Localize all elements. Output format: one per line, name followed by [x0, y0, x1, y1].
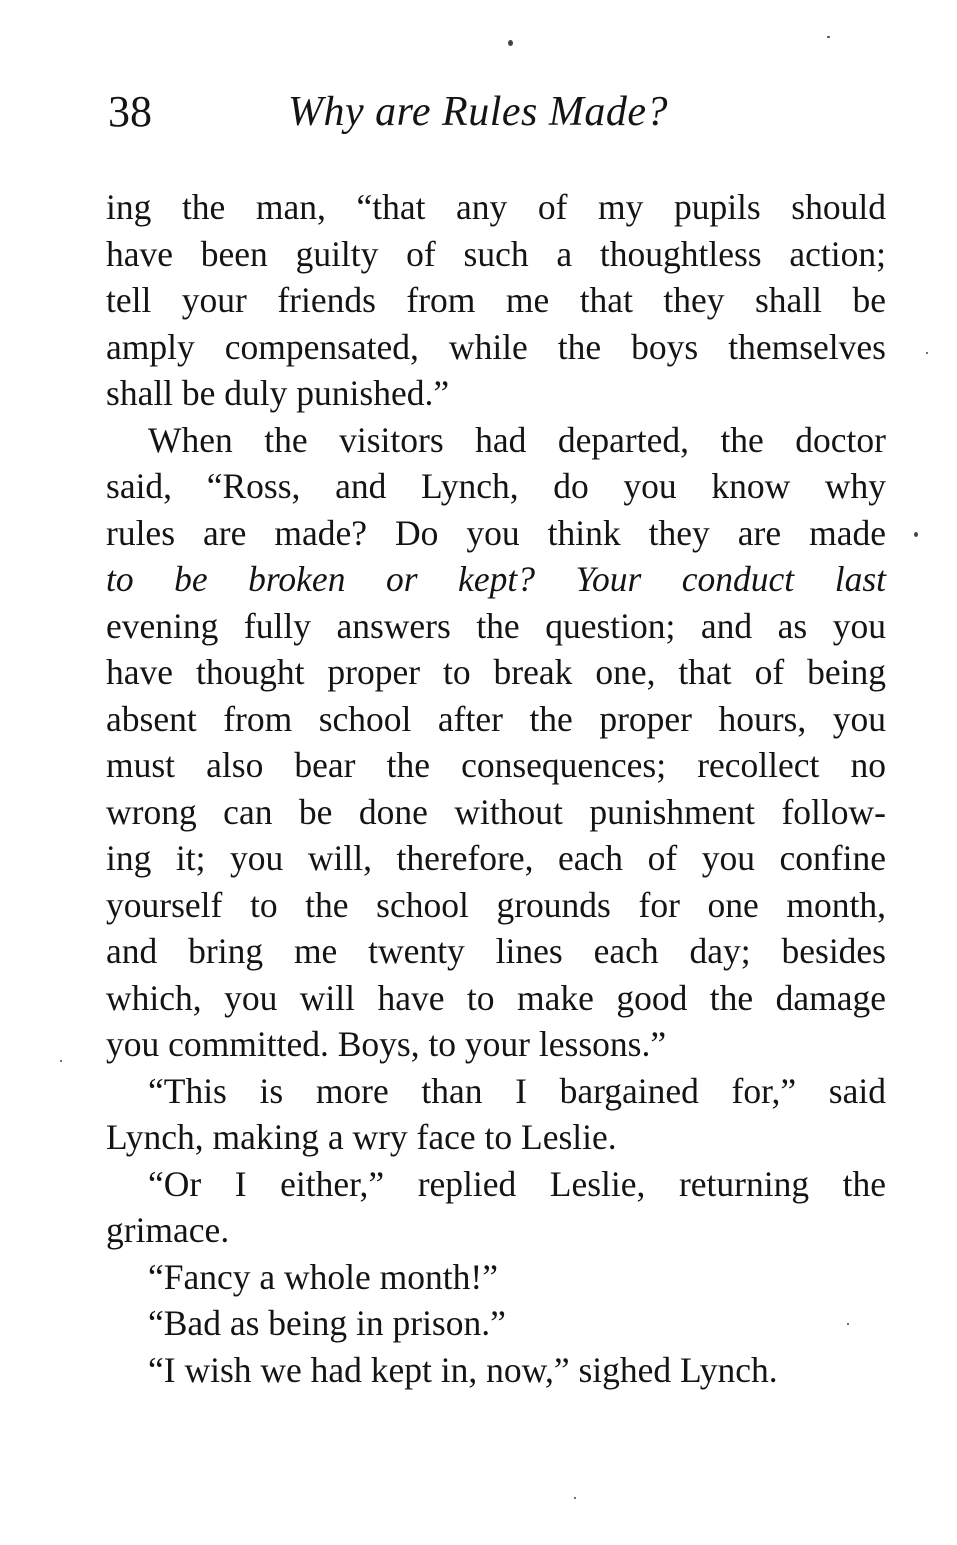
text-line: “Fancy a whole month!”	[148, 1256, 498, 1297]
text-line: and bring me twenty lines each day; besides	[106, 931, 886, 971]
text-line: “Bad as being in prison.”	[148, 1303, 506, 1343]
text-line: yourself to the school grounds for one month,	[106, 884, 886, 925]
page-header	[108, 82, 888, 152]
text-line: “I wish we had kept in, now,” sighed Lynch.	[148, 1349, 778, 1390]
text-line: wrong can be done without punishment follow-	[106, 791, 886, 832]
text-line: evening fully answers the question; and as you	[106, 605, 886, 646]
page-number: 38	[108, 87, 152, 136]
text-line: have been guilty of such a thoughtless action;	[106, 233, 886, 274]
text-line: must also bear the consequences; recollect no	[106, 745, 886, 785]
print-speck	[574, 1497, 576, 1499]
text-line: tell your friends from me that they shall be	[106, 280, 886, 320]
text-line: you committed. Boys, to your lessons.”	[106, 1024, 667, 1064]
text-line: rules are made? Do you think they are made	[106, 512, 886, 553]
print-speck	[914, 532, 918, 537]
print-speck	[926, 352, 928, 354]
print-speck	[827, 36, 830, 38]
text-line: said, “Ross, and Lynch, do you know why	[106, 466, 886, 506]
text-line: grimace.	[106, 1210, 230, 1250]
text-line: “This is more than I bargained for,” said	[148, 1070, 886, 1111]
print-speck	[847, 1323, 849, 1325]
text-line: ing it; you will, therefore, each of you confine	[106, 838, 886, 878]
text-line: “Or I either,” replied Leslie, returning the	[148, 1163, 886, 1204]
text-line: ing the man, “that any of my pupils should	[106, 187, 886, 227]
text-line: amply compensated, while the boys themselves	[106, 326, 886, 367]
body-text	[106, 184, 886, 1393]
text-line: shall be duly punished.”	[106, 373, 450, 413]
print-speck	[60, 1060, 62, 1062]
text-line: Lynch, making a wry face to Leslie.	[106, 1117, 617, 1157]
print-speck	[508, 40, 513, 46]
text-line: When the visitors had departed, the doctor	[148, 419, 886, 460]
text-line: absent from school after the proper hours, you	[106, 698, 886, 739]
text-line: to be broken or kept? Your conduct last	[106, 559, 886, 599]
running-title: Why are Rules Made?	[288, 89, 668, 135]
text-line: which, you will have to make good the damage	[106, 977, 886, 1018]
text-line: have thought proper to break one, that of being	[106, 652, 886, 692]
